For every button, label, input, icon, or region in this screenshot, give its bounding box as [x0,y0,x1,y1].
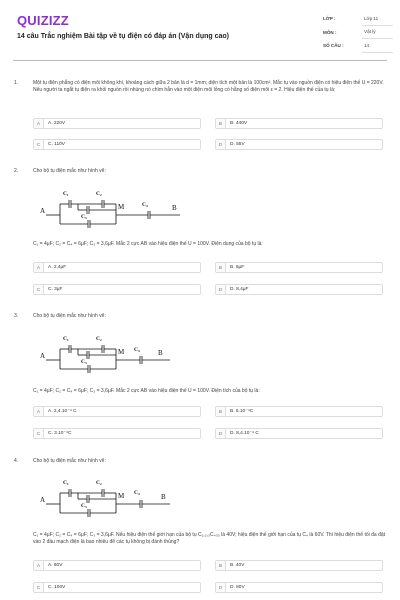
header-divider [13,60,387,61]
option-c[interactable] [33,582,201,593]
label-c3: C₃ [81,503,87,509]
option-text: A. 60V [48,563,63,568]
option-b[interactable] [215,560,383,571]
option-text: A. 220V [48,121,66,126]
page-header [0,0,400,62]
label-c1: C₁ [63,336,69,342]
option-letter: D [216,140,226,149]
question-intro: Cho bộ tụ điện mắc như hình vẽ: [33,168,106,174]
meta-key: LỚP : [323,16,336,22]
option-c[interactable] [33,139,201,150]
option-letter: C [34,285,44,294]
option-text: D. 55V [230,142,245,147]
question-text: Một tụ điện phẳng có điện môi không khí, khoảng cách giữa 2 bản là d = 1mm; diện tích một bản là 100cm². Mắc tụ vào nguồn điện có hiệu điện thế U = 220V. Nếu người ta ngắt tụ điện ra khỏi nguồn rồi nhúng nó chìm hẳn vào một điện môi lỏng có hằng số điện môi ε = 2. Hiệu điện thế của tụ là: [33,80,384,94]
option-text: A. 2,4μF [48,265,67,270]
meta-row-count [323,39,393,53]
option-d[interactable] [215,428,383,439]
label-a: A [40,496,46,504]
meta-value: 14 [362,39,393,53]
option-letter: A [34,407,44,416]
question-number: 3. [14,313,19,319]
meta-value: Vật lý [362,26,393,40]
option-text: B. 6.10⁻⁴C [230,409,254,414]
option-letter: C [34,140,44,149]
option-d[interactable] [215,582,383,593]
option-a[interactable] [33,262,201,273]
option-letter: A [34,119,44,128]
label-b: B [161,493,166,501]
question-text: C₁ = 4μF; C₂ = C₄ = 6μF; C₃ = 3,6μF. Nếu hiệu điện thế giới hạn của bộ tụ C₁,₂,₃C₄₃₃ là 40V; hiệu điện thế giới hạn của tụ C₄ là 60V. Thì hiệu điện thế tối đa đặt vào 2 đầu mạch điện là bao nhiêu để các tụ không bị đánh thủng? [33,532,386,546]
meta-info [323,12,393,53]
option-letter: C [34,429,44,438]
option-text: B. 40V [230,563,245,568]
label-b: B [172,204,177,212]
option-text: C. 100V [48,585,66,590]
option-a[interactable] [33,560,201,571]
option-letter: A [34,263,44,272]
option-text: D. 8,4.10⁻⁴ C [230,431,259,436]
question-number: 2. [14,168,19,174]
meta-key: MÔN : [323,29,337,35]
label-m: M [118,203,125,211]
option-d[interactable] [215,139,383,150]
label-c2: C₂ [96,480,102,486]
meta-row-class [323,12,393,26]
option-d[interactable] [215,284,383,295]
option-text: A. 2,4.10⁻⁴ C [48,409,77,414]
option-c[interactable] [33,428,201,439]
label-c3: C₃ [81,214,87,220]
option-text: B. 6μF [230,265,245,270]
option-letter: C [34,583,44,592]
option-a[interactable] [33,406,201,417]
circuit-diagram [40,471,190,526]
meta-value: Lớp 11 [362,12,393,26]
label-a: A [40,207,46,215]
question-number: 1. [14,80,19,86]
option-letter: D [216,583,226,592]
circuit-diagram [40,327,190,382]
option-letter: D [216,429,226,438]
option-b[interactable] [215,406,383,417]
question-number: 4. [14,458,19,464]
option-letter: B [216,263,226,272]
label-c2: C₂ [96,191,102,197]
option-b[interactable] [215,118,383,129]
label-c1: C₁ [63,480,69,486]
question-intro: Cho bộ tụ điện mắc như hình vẽ: [33,313,106,319]
option-letter: B [216,119,226,128]
option-b[interactable] [215,262,383,273]
option-letter: A [34,561,44,570]
option-text: C. 3μF [48,287,63,292]
option-letter: D [216,285,226,294]
option-text: D. 8,4μF [230,287,249,292]
option-c[interactable] [33,284,201,295]
option-letter: B [216,407,226,416]
page-title: 14 câu Trắc nghiệm Bài tập về tụ điện có đáp án (Vận dụng cao) [17,33,229,40]
label-m: M [118,492,125,500]
label-b: B [158,349,163,357]
option-a[interactable] [33,118,201,129]
option-text: C. 110V [48,142,65,147]
quizizz-logo[interactable]: QUIZIZZ [17,13,69,28]
label-c4: C₄ [134,347,140,353]
option-text: C. 3.10⁻⁴C [48,431,72,436]
question-text: C₁ = 4μF; C₂ = C₄ = 6μF; C₃ = 3,6μF. Mắc 2 cực AB vào hiệu điện thế U = 100V. Điện dung của bộ tụ là: [33,241,263,247]
label-c2: C₂ [96,336,102,342]
circuit-diagram [40,182,190,237]
question-intro: Cho bộ tụ điện mắc như hình vẽ: [33,458,106,464]
label-a: A [40,352,46,360]
meta-row-subject [323,26,393,40]
option-text: B. 440V [230,121,248,126]
label-m: M [118,348,125,356]
option-text: D. 80V [230,585,245,590]
question-text: C₁ = 4μF; C₂ = C₄ = 6μF; C₃ = 3,6μF. Mắc 2 cực AB vào hiệu điện thế U = 100V. Điện tích của bộ tụ là: [33,388,260,394]
label-c1: C₁ [63,191,69,197]
meta-key: SỐ CÂU : [323,43,344,49]
label-c3: C₃ [81,359,87,365]
option-letter: B [216,561,226,570]
label-c4: C₄ [142,202,148,208]
label-c4: C₄ [134,490,140,496]
